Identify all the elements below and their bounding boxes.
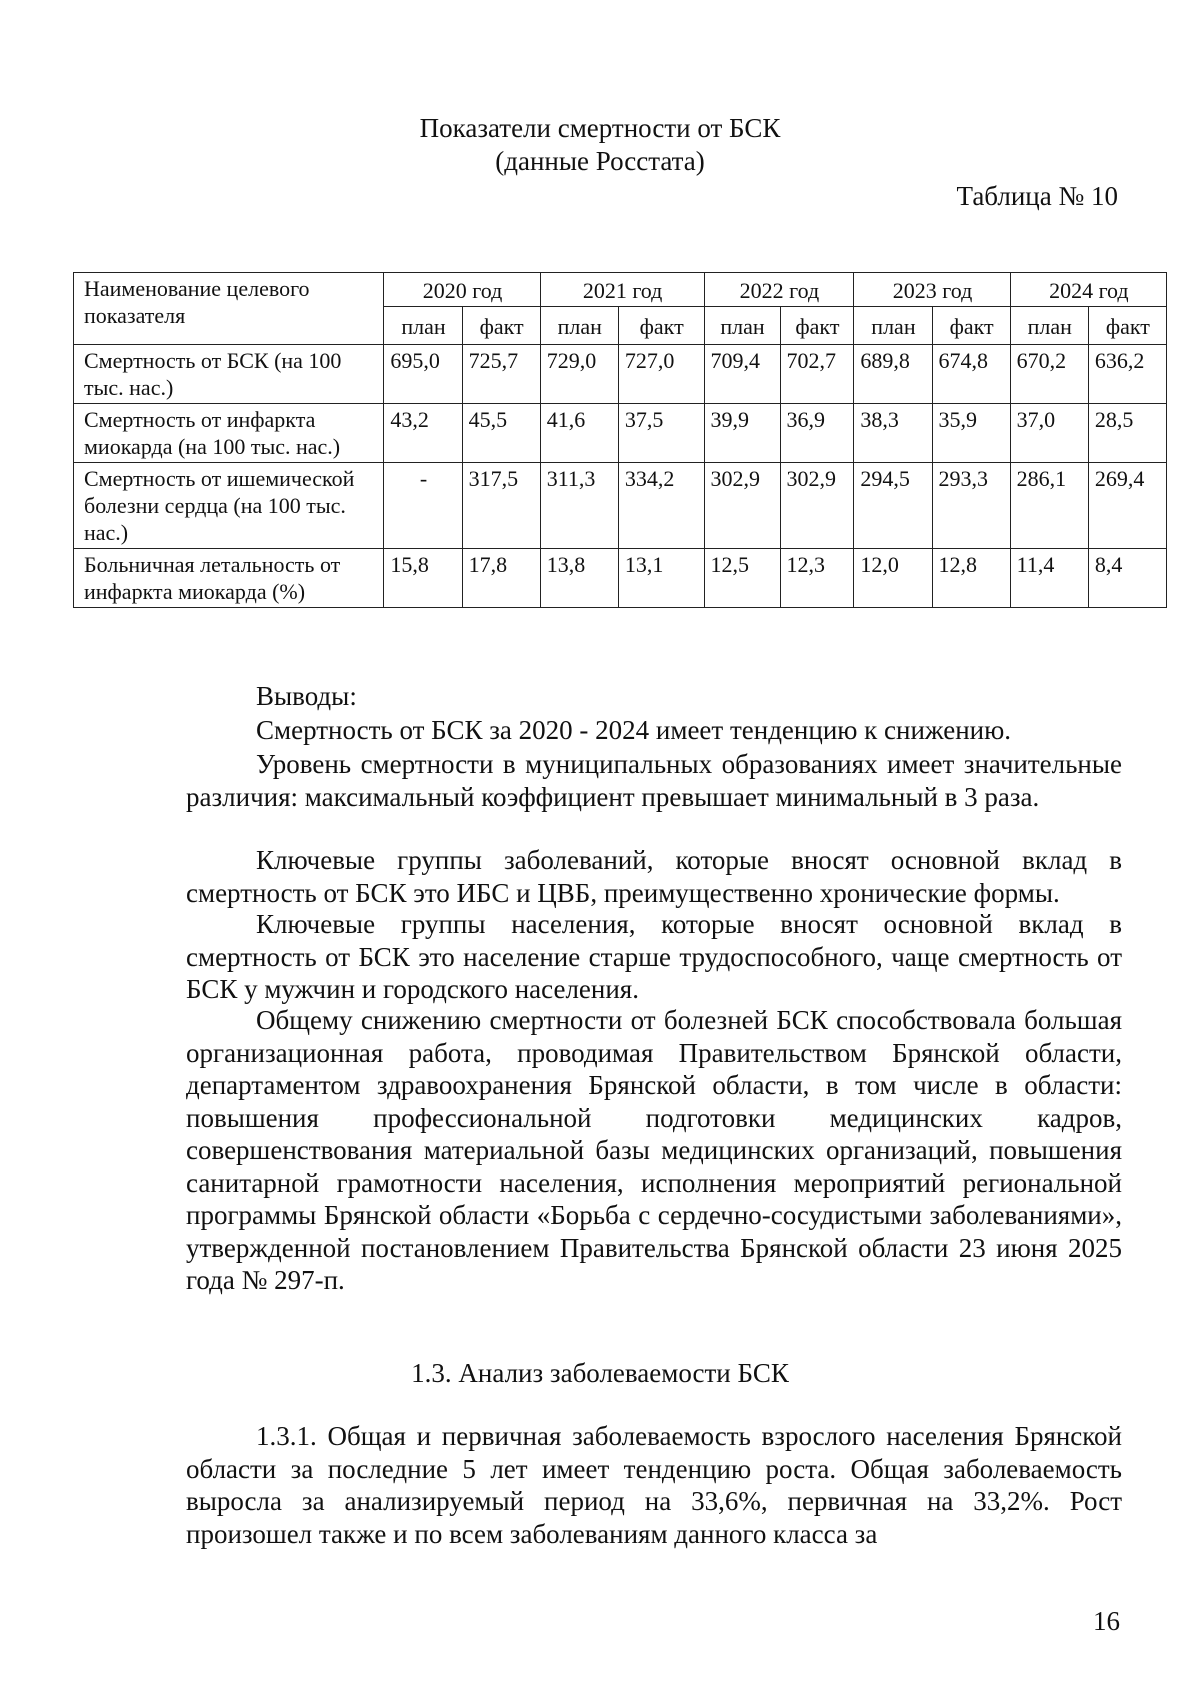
table-cell: 702,7 [780, 345, 854, 404]
conclusion-paragraph: Уровень смертности в муниципальных образованиях имеет значительные различия: максимальный коэффициент превышает минимальный в 3 раза. [186, 749, 1122, 812]
table-subtitle: (данные Росстата) [495, 146, 705, 176]
table-number: Таблица № 10 [956, 181, 1118, 211]
table-cell: 43,2 [384, 404, 462, 463]
table-cell: 28,5 [1088, 404, 1166, 463]
table-cell: 15,8 [384, 549, 462, 608]
table-row [74, 404, 1167, 463]
column-header-year: 2020 год [384, 273, 540, 307]
table-cell: 293,3 [932, 463, 1010, 549]
column-header-fact: факт [462, 307, 540, 345]
column-header-plan: план [384, 307, 462, 345]
table-cell: 12,3 [780, 549, 854, 608]
column-header-plan: план [704, 307, 780, 345]
column-header-year: 2021 год [540, 273, 704, 307]
table-cell: 13,8 [540, 549, 618, 608]
conclusion-paragraph: Ключевые группы населения, которые вносят основной вклад в смертность от БСК это население старше трудоспособного, чаще смертность от БСК у мужчин и городского населения. [186, 909, 1122, 1004]
table-cell: - [384, 463, 462, 549]
row-indicator-name: Смертность от БСК (на 100 тыс. нас.) [74, 345, 384, 404]
table-cell: 45,5 [462, 404, 540, 463]
table-cell: 37,5 [618, 404, 704, 463]
row-indicator-name: Смертность от инфаркта миокарда (на 100 тыс. нас.) [74, 404, 384, 463]
column-header-indicator: Наименование целевого показателя [74, 273, 384, 345]
column-header-plan: план [540, 307, 618, 345]
section-paragraph: 1.3.1. Общая и первичная заболеваемость взрослого населения Брянской области за последние 5 лет имеет тенденцию роста. Общая заболеваемость выросла за анализируемый период на 33,6%, первичная на 33,2%. Рост произошел также и по всем заболеваниям данного класса за [186, 1421, 1122, 1549]
table-cell: 35,9 [932, 404, 1010, 463]
table-cell: 11,4 [1010, 549, 1088, 608]
table-cell: 636,2 [1088, 345, 1166, 404]
table-cell: 12,5 [704, 549, 780, 608]
row-indicator-name: Больничная летальность от инфаркта миокарда (%) [74, 549, 384, 608]
table-cell: 17,8 [462, 549, 540, 608]
table-cell: 36,9 [780, 404, 854, 463]
column-header-fact: факт [780, 307, 854, 345]
table-cell: 12,8 [932, 549, 1010, 608]
column-header-fact: факт [1088, 307, 1166, 345]
row-indicator-name: Смертность от ишемической болезни сердца (на 100 тыс. нас.) [74, 463, 384, 549]
column-header-fact: факт [932, 307, 1010, 345]
page-number: 16 [1093, 1606, 1120, 1636]
table-cell: 725,7 [462, 345, 540, 404]
table-cell: 269,4 [1088, 463, 1166, 549]
column-header-year: 2024 год [1010, 273, 1166, 307]
conclusions-heading: Выводы: [256, 681, 357, 711]
table-cell: 37,0 [1010, 404, 1088, 463]
table-cell: 39,9 [704, 404, 780, 463]
table-cell: 334,2 [618, 463, 704, 549]
column-header-year: 2022 год [704, 273, 854, 307]
conclusion-paragraph: Ключевые группы заболеваний, которые вносят основной вклад в смертность от БСК это ИБС и ЦВБ, преимущественно хронические формы. [186, 845, 1122, 908]
table-row [74, 345, 1167, 404]
table-title: Показатели смертности от БСК [419, 113, 781, 143]
column-header-plan: план [1010, 307, 1088, 345]
table-cell: 8,4 [1088, 549, 1166, 608]
table-row [74, 463, 1167, 549]
table-row [74, 549, 1167, 608]
conclusion-paragraph: Смертность от БСК за 2020 - 2024 имеет тенденцию к снижению. [256, 715, 1012, 745]
table-cell: 41,6 [540, 404, 618, 463]
table-cell: 38,3 [854, 404, 932, 463]
table-cell: 317,5 [462, 463, 540, 549]
table-header-row [74, 273, 1167, 307]
section-title: 1.3. Анализ заболеваемости БСК [411, 1358, 789, 1388]
table-cell: 689,8 [854, 345, 932, 404]
table-cell: 670,2 [1010, 345, 1088, 404]
table-cell: 294,5 [854, 463, 932, 549]
column-header-plan: план [854, 307, 932, 345]
table-cell: 311,3 [540, 463, 618, 549]
table-cell: 286,1 [1010, 463, 1088, 549]
table-cell: 302,9 [780, 463, 854, 549]
column-header-fact: факт [618, 307, 704, 345]
table-cell: 12,0 [854, 549, 932, 608]
mortality-table [73, 272, 1167, 608]
table-cell: 727,0 [618, 345, 704, 404]
table-cell: 709,4 [704, 345, 780, 404]
table-cell: 695,0 [384, 345, 462, 404]
table-cell: 674,8 [932, 345, 1010, 404]
table-cell: 13,1 [618, 549, 704, 608]
conclusion-paragraph: Общему снижению смертности от болезней БСК способствовала большая организационная работа, проводимая Правительством Брянской области, департаментом здравоохранения Брянской области, в том числе в области: повышения профессиональной подготовки медицинских кадров, совершенствования материальной базы медицинских организаций, повышения санитарной грамотности населения, исполнения мероприятий региональной программы Брянской области «Борьба с сердечно-сосудистыми заболеваниями», утвержденной постановлением Правительства Брянской области 23 июня 2025 года № 297-п. [186, 1005, 1122, 1295]
table-cell: 302,9 [704, 463, 780, 549]
column-header-year: 2023 год [854, 273, 1010, 307]
table-cell: 729,0 [540, 345, 618, 404]
